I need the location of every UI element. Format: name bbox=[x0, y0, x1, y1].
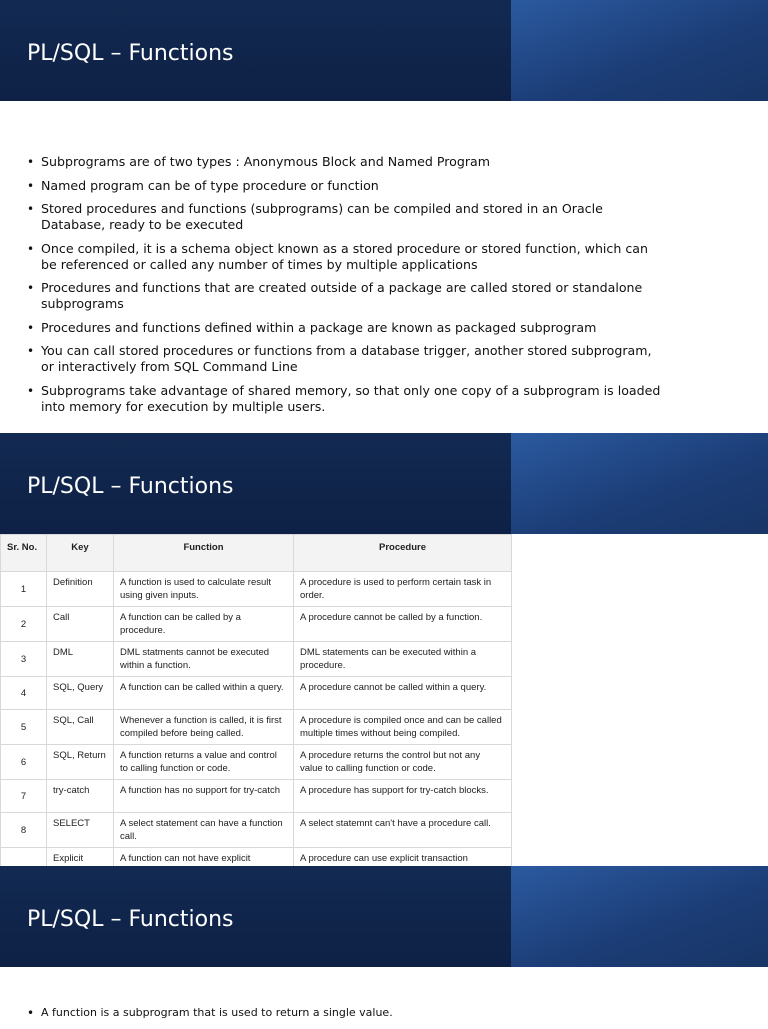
cell-key: try-catch bbox=[47, 780, 114, 813]
cell-key: Call bbox=[47, 607, 114, 642]
cell-function: A select statement can have a function call. bbox=[114, 813, 294, 848]
bullet-item: • Subprograms are of two types : Anonymous Block and Named Program bbox=[27, 154, 667, 170]
cell-procedure: A procedure returns the control but not any value to calling function or code. bbox=[294, 745, 512, 780]
bullet-item: • Subprograms take advantage of shared memory, so that only one copy of a subprogram is loaded into memory for execution by multiple users. bbox=[27, 383, 667, 415]
header-function: Function bbox=[114, 535, 294, 572]
slide-3-title: PL/SQL – Functions bbox=[27, 907, 234, 932]
bullet-item: • Named program can be of type procedure or function bbox=[27, 178, 667, 194]
cell-procedure: A select statemnt can't have a procedure call. bbox=[294, 813, 512, 848]
cell-function: Whenever a function is called, it is first compiled before being called. bbox=[114, 710, 294, 745]
cell-key: Definition bbox=[47, 572, 114, 607]
header-procedure: Procedure bbox=[294, 535, 512, 572]
cell-sr-no: 6 bbox=[1, 745, 47, 780]
bullet-item: • Procedures and functions defined within a package are known as packaged subprogram bbox=[27, 320, 667, 336]
cell-procedure: A procedure can use explicit transaction bbox=[294, 848, 512, 896]
header-sr-no: Sr. No. bbox=[1, 535, 47, 572]
table-row bbox=[1, 572, 512, 607]
slide-3-header bbox=[0, 866, 768, 967]
cell-function: A function can not have explicit bbox=[114, 848, 294, 896]
cell-procedure: A procedure cannot be called by a function. bbox=[294, 607, 512, 642]
slide-1-bullet-list bbox=[27, 154, 667, 422]
cell-key: SQL, Query bbox=[47, 677, 114, 710]
comparison-table-wrapper bbox=[0, 534, 511, 866]
cell-procedure: A procedure is used to perform certain task in order. bbox=[294, 572, 512, 607]
slide-1-title: PL/SQL – Functions bbox=[27, 41, 234, 66]
header-key: Key bbox=[47, 535, 114, 572]
slide-3-bullet-list bbox=[27, 1005, 667, 1029]
bullet-item: • Once compiled, it is a schema object known as a stored procedure or stored function, which can be referenced or called any number of times by multiple applications bbox=[27, 241, 667, 273]
cell-sr-no: 5 bbox=[1, 710, 47, 745]
table-row bbox=[1, 607, 512, 642]
slide-2-header bbox=[0, 433, 768, 534]
cell-function: A function is used to calculate result using given inputs. bbox=[114, 572, 294, 607]
bullet-item: • Stored procedures and functions (subprograms) can be compiled and stored in an Oracle Database, ready to be executed bbox=[27, 201, 667, 233]
table-row bbox=[1, 745, 512, 780]
bullet-item: • A function is a subprogram that is used to return a single value. bbox=[27, 1005, 667, 1021]
cell-sr-no: 1 bbox=[1, 572, 47, 607]
cell-key: SQL, Return bbox=[47, 745, 114, 780]
cell-procedure: A procedure has support for try-catch blocks. bbox=[294, 780, 512, 813]
cell-function: DML statments cannot be executed within a function. bbox=[114, 642, 294, 677]
cell-function: A function can be called by a procedure. bbox=[114, 607, 294, 642]
cell-key: SQL, Call bbox=[47, 710, 114, 745]
cell-procedure: DML statements can be executed within a procedure. bbox=[294, 642, 512, 677]
cell-function: A function can be called within a query. bbox=[114, 677, 294, 710]
cell-sr-no: 8 bbox=[1, 813, 47, 848]
function-vs-procedure-table bbox=[0, 534, 512, 896]
table-row bbox=[1, 677, 512, 710]
cell-procedure: A procedure is compiled once and can be called multiple times without being compiled. bbox=[294, 710, 512, 745]
table-row bbox=[1, 642, 512, 677]
slide-2-title: PL/SQL – Functions bbox=[27, 474, 234, 499]
cell-key: Explicit bbox=[47, 848, 114, 896]
table-row bbox=[1, 813, 512, 848]
bullet-item: • You can call stored procedures or functions from a database trigger, another stored subprogram, or interactively from SQL Command Line bbox=[27, 343, 667, 375]
cell-procedure: A procedure cannot be called within a query. bbox=[294, 677, 512, 710]
cell-sr-no: 3 bbox=[1, 642, 47, 677]
table-row bbox=[1, 710, 512, 745]
slide-1-header bbox=[0, 0, 768, 101]
cell-sr-no: 7 bbox=[1, 780, 47, 813]
cell-sr-no: 2 bbox=[1, 607, 47, 642]
table-header-row bbox=[1, 535, 512, 572]
table-row bbox=[1, 780, 512, 813]
cell-sr-no: 4 bbox=[1, 677, 47, 710]
cell-function: A function returns a value and control to calling function or code. bbox=[114, 745, 294, 780]
bullet-item: • Procedures and functions that are created outside of a package are called stored or standalone subprograms bbox=[27, 280, 667, 312]
cell-function: A function has no support for try-catch bbox=[114, 780, 294, 813]
cell-key: SELECT bbox=[47, 813, 114, 848]
cell-key: DML bbox=[47, 642, 114, 677]
